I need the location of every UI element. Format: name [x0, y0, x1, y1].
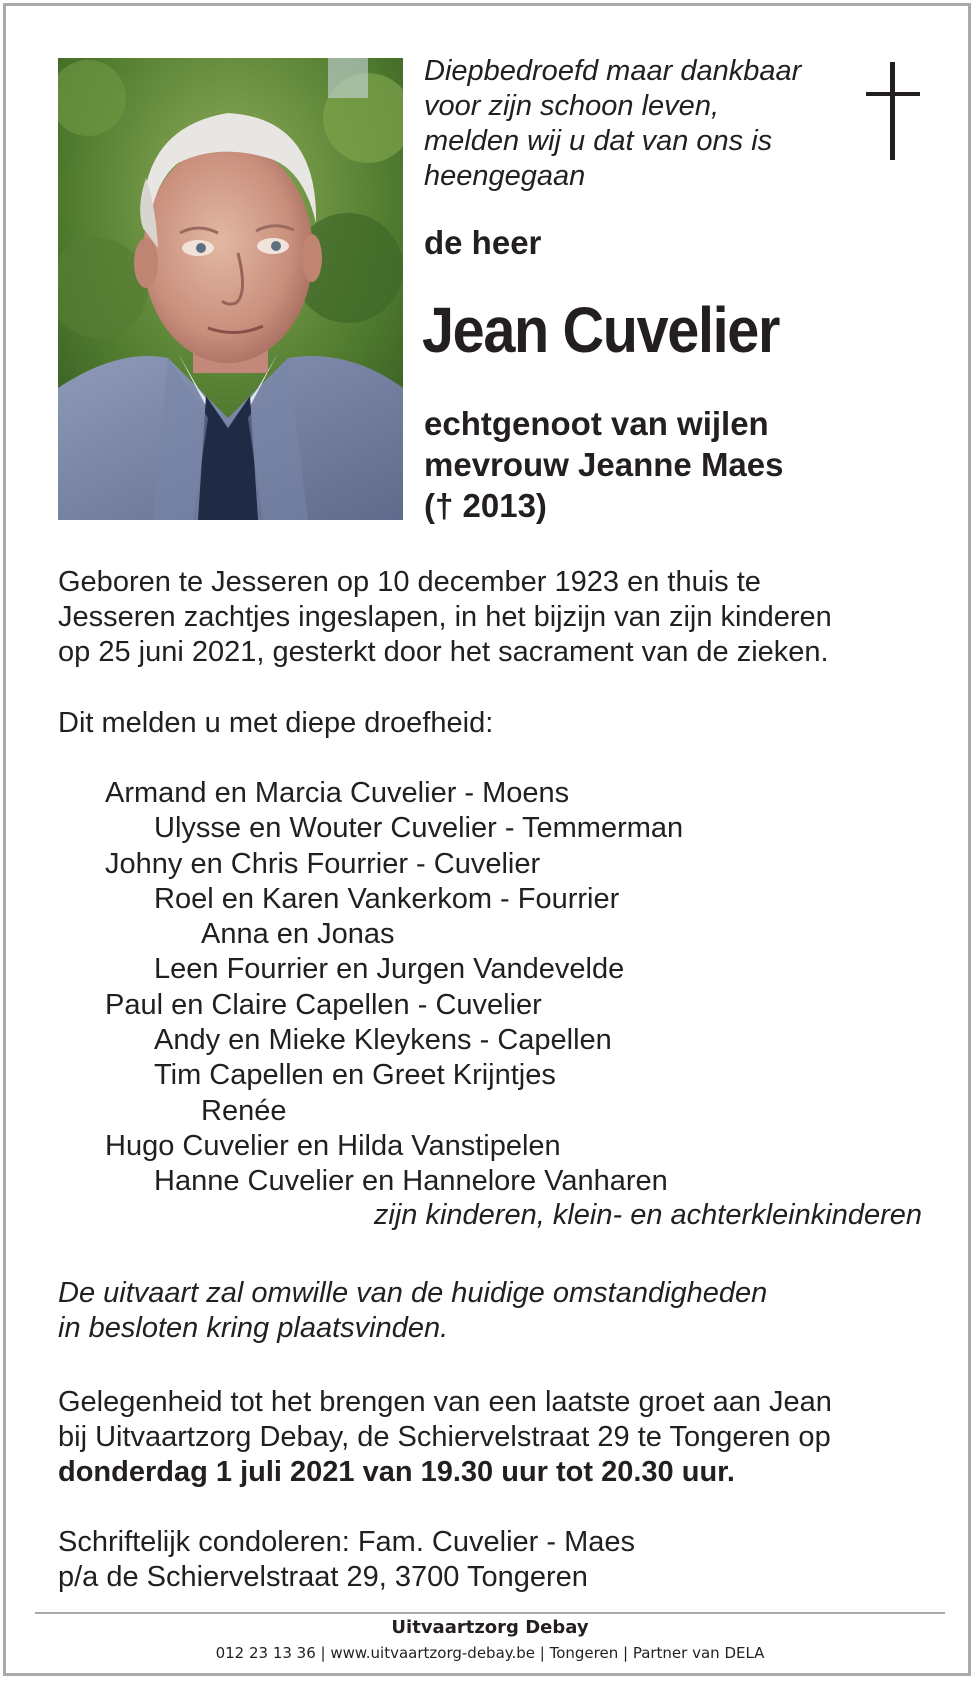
family-member: Tim Capellen en Greet Krijntjes — [154, 1059, 556, 1092]
footer-divider — [35, 1612, 945, 1614]
cross-icon — [862, 62, 924, 160]
birth-death-line: op 25 juni 2021, gesterkt door het sacrament van de zieken. — [58, 636, 829, 668]
family-member: Ulysse en Wouter Cuvelier - Temmerman — [154, 812, 684, 845]
spouse-line: echtgenoot van wijlen — [424, 405, 769, 442]
family-member: Anna en Jonas — [201, 918, 395, 951]
announcement-line: Dit melden u met diepe droefheid: — [58, 707, 494, 739]
intro-line: melden wij u dat van ons is — [424, 125, 773, 157]
condolence-paragraph — [58, 1525, 958, 1595]
family-member: Andy en Mieke Kleykens - Capellen — [154, 1024, 612, 1057]
funeral-paragraph — [58, 1276, 958, 1346]
portrait-photo — [58, 58, 403, 520]
family-member: Roel en Karen Vankerkom - Fourrier — [154, 882, 620, 915]
intro-line: heengegaan — [424, 160, 586, 192]
spouse-line: mevrouw Jeanne Maes — [424, 446, 784, 483]
birth-death-line: Geboren te Jesseren op 10 december 1923 en thuis te — [58, 566, 761, 598]
family-member: Paul en Claire Capellen - Cuvelier — [105, 988, 542, 1021]
family-member: Renée — [201, 1094, 287, 1127]
family-member: Johny en Chris Fourrier - Cuvelier — [105, 847, 541, 880]
family-member: Hugo Cuvelier en Hilda Vanstipelen — [105, 1129, 561, 1162]
birth-death-paragraph — [58, 565, 958, 670]
family-member: Armand en Marcia Cuvelier - Moens — [105, 777, 570, 809]
deceased-name: Jean Cuvelier — [422, 294, 780, 366]
footer-company: Uitvaartzorg Debay — [391, 1617, 589, 1638]
visitation-paragraph — [58, 1385, 958, 1490]
announcement — [58, 706, 958, 741]
family-caption: zijn kinderen, klein- en achterkleinkinderen — [373, 1199, 922, 1231]
family-list — [58, 776, 683, 1200]
spouse-info — [424, 403, 784, 526]
visitation-line: bij Uitvaartzorg Debay, de Schiervelstraat 29 te Tongeren op — [58, 1421, 831, 1453]
funeral-line: De uitvaart zal omwille van de huidige omstandigheden — [58, 1277, 768, 1309]
honorific: de heer — [424, 224, 542, 261]
family-member: Leen Fourrier en Jurgen Vandevelde — [154, 953, 625, 986]
condolence-line: p/a de Schiervelstraat 29, 3700 Tongeren — [58, 1561, 588, 1593]
birth-death-line: Jesseren zachtjes ingeslapen, in het bijzijn van zijn kinderen — [58, 601, 832, 633]
condolence-line: Schriftelijk condoleren: Fam. Cuvelier - Maes — [58, 1526, 635, 1558]
spouse-line: († 2013) — [424, 487, 547, 524]
visitation-datetime: donderdag 1 juli 2021 van 19.30 uur tot 20.30 uur. — [58, 1456, 735, 1488]
footer-contact-info: 012 23 13 36 | www.uitvaartzorg-debay.be | Tongeren | Partner van DELA — [215, 1644, 765, 1662]
family-member: Hanne Cuvelier en Hannelore Vanharen — [154, 1165, 668, 1198]
intro-line: Diepbedroefd maar dankbaar — [424, 55, 802, 87]
visitation-line: Gelegenheid tot het brengen van een laatste groet aan Jean — [58, 1386, 832, 1418]
intro-line: voor zijn schoon leven, — [424, 90, 719, 122]
funeral-line: in besloten kring plaatsvinden. — [58, 1312, 449, 1344]
intro-text — [424, 54, 801, 194]
